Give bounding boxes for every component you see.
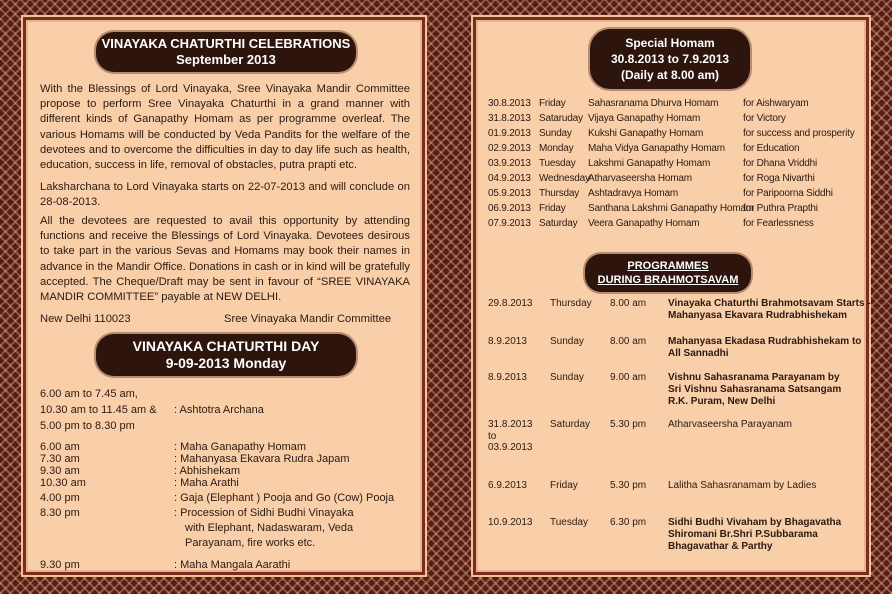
homam-name: Sahasranama Dhurva Homam: [588, 98, 719, 109]
list-item: [488, 419, 864, 459]
table-row: [488, 113, 858, 126]
homam-name: Veera Ganapathy Homam: [588, 218, 700, 229]
programme-time: 5.30 pm: [610, 480, 647, 491]
homam-purpose: for Victory: [743, 113, 786, 124]
homam-date: 02.9.2013: [488, 143, 531, 154]
programme-date: 10.9.2013: [488, 517, 533, 528]
archana-time-1: 6.00 am to 7.45 am,: [40, 388, 138, 400]
list-item: [488, 480, 864, 496]
homam-name: Ashtadravya Homam: [588, 188, 678, 199]
chaturthi-day-title-line1: VINAYAKA CHATURTHI DAY: [132, 338, 320, 354]
programme-date: 6.9.2013: [488, 480, 527, 491]
programme-date: 31.8.2013: [488, 419, 533, 430]
homam-date: 31.8.2013: [488, 113, 531, 124]
special-homam-title-line1: Special Homam: [625, 36, 715, 50]
programme-time: 8.00 am: [610, 336, 647, 347]
homam-name: Santhana Lakshmi Ganapathy Homam: [588, 203, 754, 214]
programme-event-line1: Vishnu Sahasranama Parayanam by: [668, 372, 840, 383]
homam-purpose: for Aishwaryam: [743, 98, 809, 109]
homam-day: Saturday: [539, 218, 578, 229]
schedule-time-2: 7.30 am: [40, 453, 80, 465]
homam-day: Monday: [539, 143, 574, 154]
programme-time: 8.00 am: [610, 298, 647, 309]
signature-committee: Sree Vinayaka Mandir Committee: [224, 313, 392, 325]
homam-purpose: for Education: [743, 143, 800, 154]
procession-cont-1: with Elephant, Nadaswaram, Veda: [185, 522, 354, 534]
homam-date: 06.9.2013: [488, 203, 531, 214]
programme-time: 5.30 pm: [610, 419, 647, 430]
programme-day: Sunday: [550, 372, 584, 383]
homam-day: Wednesday: [539, 173, 590, 184]
programmes-title-line2: DURING BRAHMOTSAVAM: [597, 274, 739, 286]
celebrations-title-line1: VINAYAKA CHATURTHI CELEBRATIONS: [101, 36, 351, 51]
homam-purpose: for Roga Nivarthi: [743, 173, 815, 184]
programme-event-line1: Mahanyasa Ekadasa Rudrabhishekam to: [668, 336, 862, 347]
chaturthi-day-title-line2: 9-09-2013 Monday: [165, 355, 287, 371]
programme-day: Tuesday: [550, 517, 588, 528]
programme-time: 6.30 pm: [610, 517, 647, 528]
archana-time-2: 10.30 am to 11.45 am &: [40, 404, 157, 416]
programme-event-line2: Shiromani Br.Shri P.Subbarama: [668, 529, 818, 540]
homam-purpose: for Fearlessness: [743, 218, 814, 229]
schedule-item-3: : Abhishekam: [174, 465, 241, 477]
celebrations-para3: All the devotees are requested to avail this opportunity by attending functions and receive the Blessings of Lord Vinayaka. Devotees desirous to take part in the various Sevas and Homams may book their names in advance in the Mandir Office. Donations in cash or in kind will be gratefully accepted. The Cheque/Draft may be sent in favour of “SREE VINAYAKA MANDIR COMMITTEE” payable at NEW DELHI.: [40, 215, 410, 304]
table-row: [488, 128, 858, 141]
programme-day: Friday: [550, 480, 578, 491]
celebrations-title-line2: September 2013: [176, 52, 276, 67]
procession-cont-2: Parayanam, fire works etc.: [185, 537, 316, 549]
homam-purpose: for Dhana Vriddhi: [743, 158, 818, 169]
programme-event-line2: All Sannadhi: [668, 348, 729, 359]
schedule-item-5: : Gaja (Elephant ) Pooja and Go (Cow) Pooja: [174, 492, 395, 504]
programme-event-line1: Vinayaka Chaturthi Brahmotsavam Starts -: [668, 298, 871, 309]
special-homam-title: [590, 29, 750, 89]
homam-name: Kukshi Ganapathy Homam: [588, 128, 704, 139]
list-item: [488, 372, 864, 412]
celebrations-para2: Laksharchana to Lord Vinayaka starts on 22-07-2013 and will conclude on 28-08-2013.: [40, 181, 410, 209]
list-item: [488, 336, 864, 366]
archana-item: : Ashtotra Archana: [174, 404, 264, 416]
homam-purpose: for Puthra Prapthi: [743, 203, 818, 214]
programme-day: Sunday: [550, 336, 584, 347]
schedule-time-6: 8.30 pm: [40, 507, 80, 519]
programme-date-end: 03.9.2013: [488, 442, 533, 453]
programmes-title-line1: PROGRAMMES: [627, 260, 709, 272]
list-item: [488, 298, 871, 338]
homam-day: Sataruday: [539, 113, 583, 124]
programme-day: Thursday: [550, 298, 592, 309]
homam-day: Thursday: [539, 188, 580, 199]
table-row: [488, 203, 858, 216]
homam-name: Atharvaseersha Homam: [588, 173, 692, 184]
homam-date: 07.9.2013: [488, 218, 531, 229]
schedule-time-4: 10.30 am: [40, 477, 86, 489]
special-homam-title-line3: (Daily at 8.00 am): [620, 68, 720, 82]
programme-time: 9.00 am: [610, 372, 647, 383]
homam-name: Lakshmi Ganapathy Homam: [588, 158, 711, 169]
table-row: [488, 218, 858, 231]
programme-date: 8.9.2013: [488, 336, 527, 347]
homam-day: Friday: [539, 98, 566, 109]
right-panel: [476, 20, 871, 572]
list-item: [488, 517, 864, 557]
table-row: [488, 158, 858, 171]
homam-purpose: for success and prosperity: [743, 128, 855, 139]
homam-date: 05.9.2013: [488, 188, 531, 199]
homam-date: 03.9.2013: [488, 158, 531, 169]
programme-event-line1: Sidhi Budhi Vivaham by Bhagavatha: [668, 517, 842, 528]
programme-event-line1: Atharvaseersha Parayanam: [668, 419, 792, 430]
homam-day: Sunday: [539, 128, 572, 139]
celebrations-para1: With the Blessings of Lord Vinayaka, Sree Vinayaka Mandir Committee propose to perform Sree Vinayaka Chaturthi in a grand manner with different kinds of Ganapathy Homam as per programme overleaf. The various Homams will be conducted by Veda Pandits for the welfare of the devotees and to overcome the difficulties in day to day life such as health, education, success in life, removal of obstacles, putra prapti etc.: [40, 83, 410, 172]
programme-event-line3: Bhagavathar & Parthy: [668, 541, 773, 552]
homam-date: 01.9.2013: [488, 128, 531, 139]
homam-date: 30.8.2013: [488, 98, 531, 109]
programmes-title: [585, 254, 751, 292]
table-row: [488, 188, 858, 201]
programme-date: 29.8.2013: [488, 298, 533, 309]
celebrations-title: [96, 32, 356, 72]
schedule-item-2: : Mahanyasa Ekavara Rudra Japam: [174, 453, 350, 465]
schedule-item-1: : Maha Ganapathy Homam: [174, 441, 307, 453]
programme-event-line2: Sri Vishnu Sahasranama Satsangam: [668, 384, 842, 395]
archana-time-3: 5.00 pm to 8.30 pm: [40, 420, 135, 432]
schedule-time-5: 4.00 pm: [40, 492, 80, 504]
homam-day: Tuesday: [539, 158, 576, 169]
homam-name: Vijaya Ganapathy Homam: [588, 113, 701, 124]
last-item: : Maha Mangala Aarathi: [174, 559, 291, 571]
homam-name: Maha Vidya Ganapathy Homam: [588, 143, 725, 154]
homam-date: 04.9.2013: [488, 173, 531, 184]
table-row: [488, 143, 858, 156]
programme-date-to: to: [488, 431, 497, 442]
signature-place: New Delhi 110023: [40, 313, 131, 325]
chaturthi-day-title: [96, 334, 356, 376]
programme-day: Saturday: [550, 419, 591, 430]
table-row: [488, 98, 858, 111]
table-row: [488, 173, 858, 186]
schedule-time-3: 9.30 am: [40, 465, 80, 477]
schedule-time-1: 6.00 am: [40, 441, 80, 453]
homam-purpose: for Paripoorna Siddhi: [743, 188, 833, 199]
homam-day: Friday: [539, 203, 566, 214]
left-panel: [26, 20, 422, 572]
schedule-item-6: : Procession of Sidhi Budhi Vinayaka: [174, 507, 354, 519]
programme-event-line1: Lalitha Sahasranamam by Ladies: [668, 480, 817, 491]
special-homam-title-line2: 30.8.2013 to 7.9.2013: [610, 52, 730, 66]
last-time: 9.30 pm: [40, 559, 80, 571]
schedule-item-4: : Maha Arathi: [174, 477, 239, 489]
programme-event-line3: R.K. Puram, New Delhi: [668, 396, 776, 407]
programme-date: 8.9.2013: [488, 372, 527, 383]
programme-event-line2: Mahanyasa Ekavara Rudrabhishekam: [668, 310, 847, 321]
